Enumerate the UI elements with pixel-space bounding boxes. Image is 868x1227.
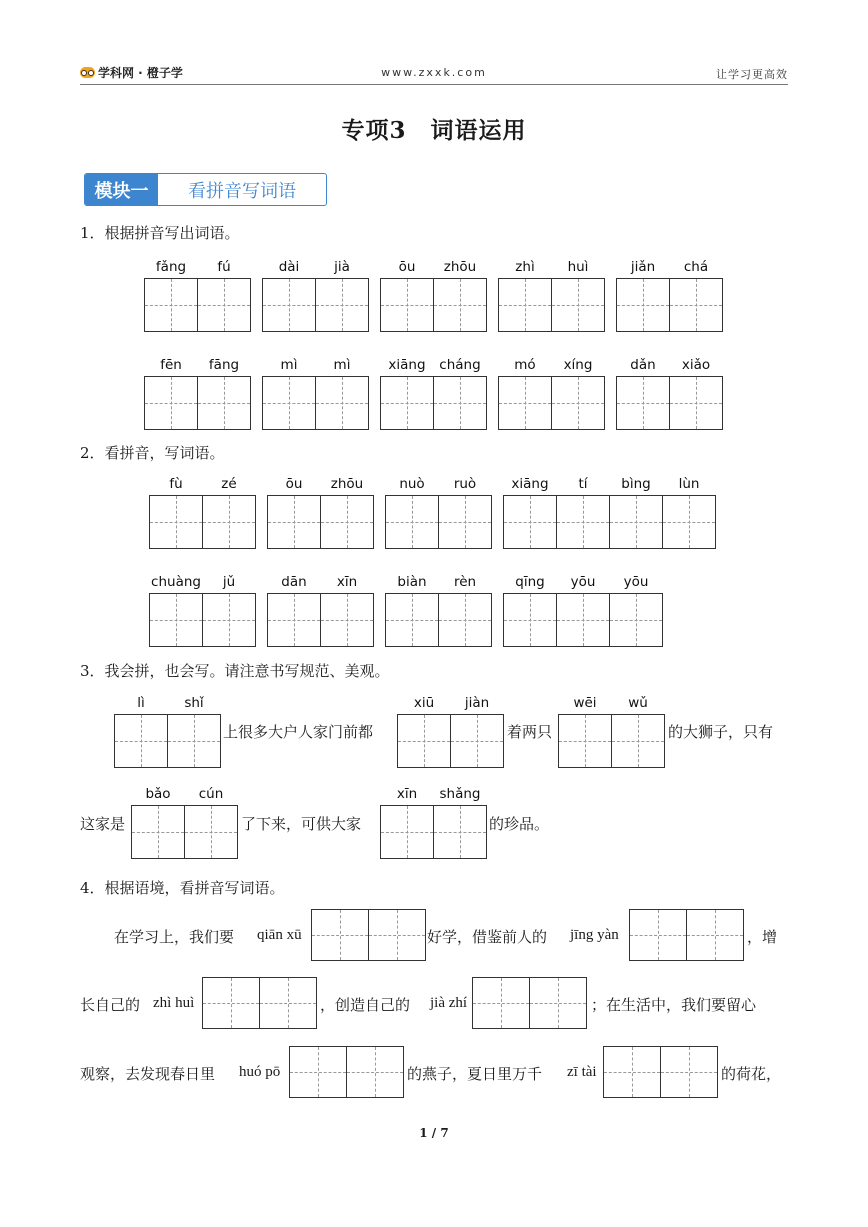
pinyin: zhōu [443,259,477,275]
writing-box[interactable] [603,1046,717,1098]
writing-box[interactable] [503,593,662,647]
pinyin: yōu [570,574,596,590]
sentence-text: ，创造自己的 [320,996,411,1014]
sentence-text: 观察，去发现春日里 [80,1065,216,1083]
writing-box[interactable] [144,376,250,430]
sentence-text: 上很多大户人家门前都 [223,723,374,741]
inline-pinyin: zī tài [567,1064,597,1080]
sentence-text: 的大狮子，只有 [668,723,774,741]
pinyin: fāng [208,357,240,373]
pinyin: biàn [397,574,427,590]
inline-pinyin: jīng yàn [570,927,619,943]
writing-box[interactable] [262,278,368,332]
pinyin: dǎn [630,357,656,373]
writing-box[interactable] [616,278,722,332]
pinyin: xiǎo [681,357,711,373]
sentence-text: 的燕子，夏日里万千 [407,1065,543,1083]
pinyin: xiū [413,695,435,711]
sentence-text: 长自己的 [80,996,141,1014]
pinyin: bìng [621,476,651,492]
pinyin: xiāng [511,476,549,492]
question-1-label: 1．根据拼音写出词语。 [80,224,240,242]
pinyin: zé [221,476,237,492]
pinyin: zhì [515,259,535,275]
writing-box[interactable] [397,714,503,768]
sentence-text: 的荷花， [721,1065,782,1083]
writing-box[interactable] [498,376,604,430]
sentence-text: 的珍品。 [489,815,550,833]
writing-box[interactable] [311,909,425,961]
module-banner [84,173,327,206]
sentence-text: 了下来，可供大家 [241,815,362,833]
pinyin: jià [334,259,350,275]
question-3-label: 3．我会拼，也会写。请注意书写规范、美观。 [80,662,390,680]
header-divider [80,84,788,85]
writing-box[interactable] [385,593,491,647]
pinyin: wǔ [628,695,648,711]
site-url: www.zxxk.com [381,66,487,79]
writing-box[interactable] [267,593,373,647]
pinyin: shǎng [439,786,481,802]
writing-box[interactable] [558,714,664,768]
inline-pinyin: huó pō [239,1064,281,1080]
writing-box[interactable] [380,376,486,430]
writing-box[interactable] [289,1046,403,1098]
pinyin: mì [280,357,298,373]
pinyin: huì [567,259,589,275]
pinyin: dài [278,259,300,275]
pinyin: chuàng [151,574,201,590]
pinyin: cún [198,786,224,802]
inline-pinyin: qiān xū [257,927,302,943]
writing-box[interactable] [616,376,722,430]
pinyin: ōu [398,259,416,275]
pinyin: lùn [678,476,700,492]
sentence-text: 着两只 [507,723,553,741]
sentence-text: 在学习上，我们要 [114,928,235,946]
pinyin: fù [169,476,183,492]
page-title: 专项3 词语运用 [341,117,527,144]
writing-box[interactable] [114,714,220,768]
pinyin: fēn [160,357,182,373]
writing-box[interactable] [131,805,237,859]
writing-box[interactable] [503,495,715,549]
module-name: 看拼音写词语 [188,180,296,202]
pinyin: ruò [453,476,477,492]
page-number: 1 / 7 [419,1126,449,1140]
question-4-label: 4．根据语境，看拼音写词语。 [80,879,285,897]
pinyin: xiāng [388,357,426,373]
pinyin: xíng [563,357,593,373]
pinyin: xīn [396,786,418,802]
writing-box[interactable] [629,909,743,961]
pinyin: mì [333,357,351,373]
question-2-label: 2．看拼音，写词语。 [80,444,225,462]
writing-box[interactable] [262,376,368,430]
pinyin: zhōu [330,476,364,492]
sentence-text: 好学，借鉴前人的 [427,928,548,946]
pinyin: yōu [623,574,649,590]
pinyin: fú [217,259,231,275]
pinyin: dān [281,574,307,590]
pinyin: chá [683,259,709,275]
pinyin: nuò [399,476,425,492]
pinyin: wēi [573,695,597,711]
pinyin: shǐ [184,695,204,711]
writing-box[interactable] [385,495,491,549]
logo-text: 学科网 · 橙子学 [98,66,183,80]
writing-box[interactable] [144,278,250,332]
pinyin: bǎo [145,786,171,802]
inline-pinyin: jià zhí [430,995,468,1011]
pinyin: jiàn [464,695,490,711]
writing-box[interactable] [202,977,316,1029]
writing-box[interactable] [149,495,255,549]
sentence-text: ，增 [747,928,778,946]
pinyin: jǔ [222,574,236,590]
pinyin: ōu [285,476,303,492]
pinyin: cháng [439,357,481,373]
pinyin: jiǎn [630,259,656,275]
slogan: 让学习更高效 [716,68,788,81]
sentence-text: 这家是 [80,815,126,833]
inline-pinyin: zhì huì [153,995,195,1011]
pinyin: fǎng [155,259,187,275]
sentence-text: ；在生活中，我们要留心 [591,996,757,1014]
writing-box[interactable] [380,278,486,332]
pinyin: mó [514,357,536,373]
writing-box[interactable] [267,495,373,549]
writing-box[interactable] [498,278,604,332]
pinyin: qīng [515,574,545,590]
pinyin: lì [137,695,145,711]
pinyin: tí [578,476,588,492]
writing-box[interactable] [380,805,486,859]
pinyin: rèn [453,574,477,590]
pinyin: xīn [336,574,358,590]
writing-box[interactable] [149,593,255,647]
module-tag: 模块一 [85,174,158,205]
writing-box[interactable] [472,977,586,1029]
